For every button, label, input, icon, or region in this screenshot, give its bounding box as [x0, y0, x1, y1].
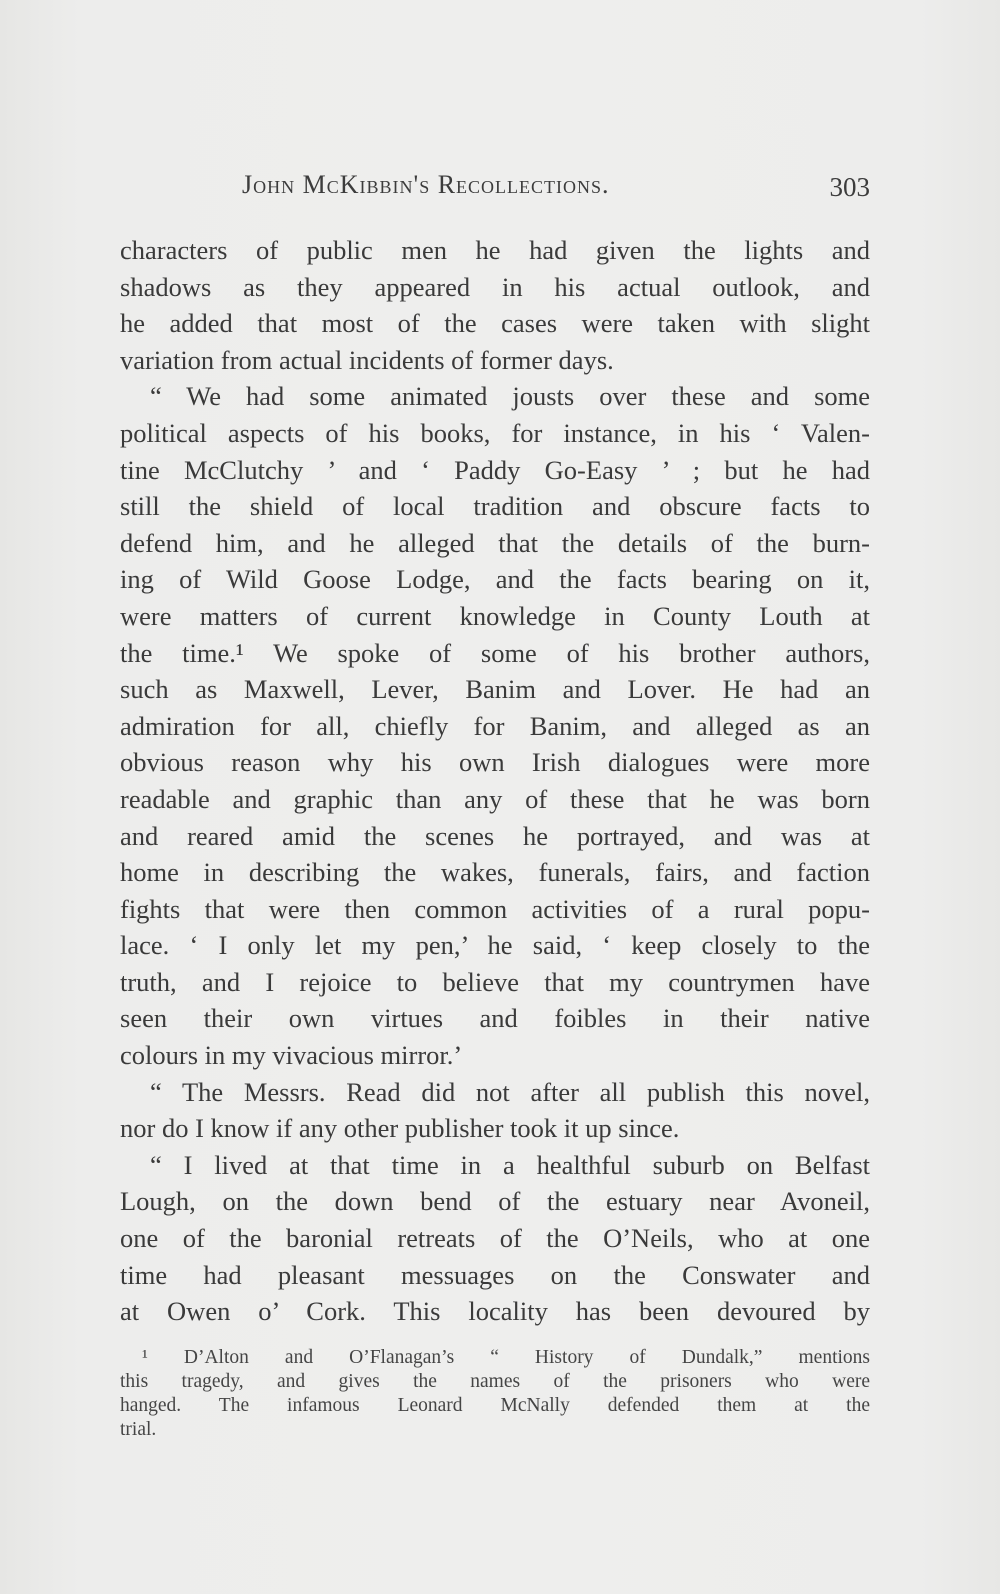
text-line: “ The Messrs. Read did not after all publish this novel, [150, 1076, 870, 1107]
text-line: characters of public men he had given the lights and [120, 235, 870, 265]
text-line: obvious reason why his own Irish dialogues were more [120, 747, 870, 778]
text-line: “ I lived at that time in a healthful suburb on Belfast [150, 1149, 870, 1180]
text-line: such as Maxwell, Lever, Banim and Lover. He had an [120, 674, 870, 705]
text-line: the time.¹ We spoke of some of his brother authors, [120, 637, 870, 668]
text-line: admiration for all, chiefly for Banim, and alleged as an [120, 710, 870, 741]
text-line: shadows as they appeared in his actual outlook, and [120, 271, 870, 302]
text-line: he added that most of the cases were taken with slight [120, 308, 870, 339]
page-number: 303 [829, 172, 870, 202]
text-line: colours in my vivacious mirror.’ [120, 1040, 463, 1071]
text-line: still the shield of local tradition and obscure facts to [120, 491, 870, 522]
text-line: home in describing the wakes, funerals, fairs, and faction [120, 857, 870, 888]
text-line: truth, and I rejoice to believe that my countrymen have [120, 966, 870, 997]
text-line: defend him, and he alleged that the details of the burn- [120, 527, 870, 558]
text-line: political aspects of his books, for instance, in his ‘ Valen- [120, 417, 870, 448]
text-line: “ We had some animated jousts over these and some [150, 381, 870, 412]
text-line: one of the baronial retreats of the O’Neils, who at one [120, 1223, 870, 1254]
footnote-line: trial. [120, 1419, 157, 1440]
footnote [120, 1346, 870, 1442]
text-line: and reared amid the scenes he portrayed, and was at [120, 820, 870, 851]
page-header [120, 170, 870, 210]
text-line: fights that were then common activities of a rural popu- [120, 893, 870, 924]
text-line: seen their own virtues and foibles in their native [120, 1003, 870, 1034]
text-line: tine McClutchy ’ and ‘ Paddy Go-Easy ’ ; but he had [120, 454, 870, 485]
text-line: time had pleasant messuages on the Conswater and [120, 1259, 870, 1290]
text-line: were matters of current knowledge in County Louth at [120, 600, 870, 631]
footnote-line: this tragedy, and gives the names of the prisoners who were [120, 1371, 870, 1392]
text-line: nor do I know if any other publisher took it up since. [120, 1113, 680, 1144]
running-head: John McKibbin's Recollections. [242, 170, 610, 199]
text-line: lace. ‘ I only let my pen,’ he said, ‘ keep closely to the [120, 930, 870, 961]
text-line: Lough, on the down bend of the estuary near Avoneil, [120, 1186, 870, 1217]
footnote-line: hanged. The infamous Leonard McNally defended them at the [120, 1395, 870, 1416]
text-line: variation from actual incidents of former days. [120, 344, 614, 375]
text-line: at Owen o’ Cork. This locality has been devoured by [120, 1296, 870, 1327]
text-line: ing of Wild Goose Lodge, and the facts bearing on it, [120, 564, 870, 595]
body-text [120, 232, 870, 1330]
footnote-line: ¹ D’Alton and O’Flanagan’s “ History of Dundalk,” mentions [142, 1347, 870, 1368]
text-line: readable and graphic than any of these that he was born [120, 783, 870, 814]
